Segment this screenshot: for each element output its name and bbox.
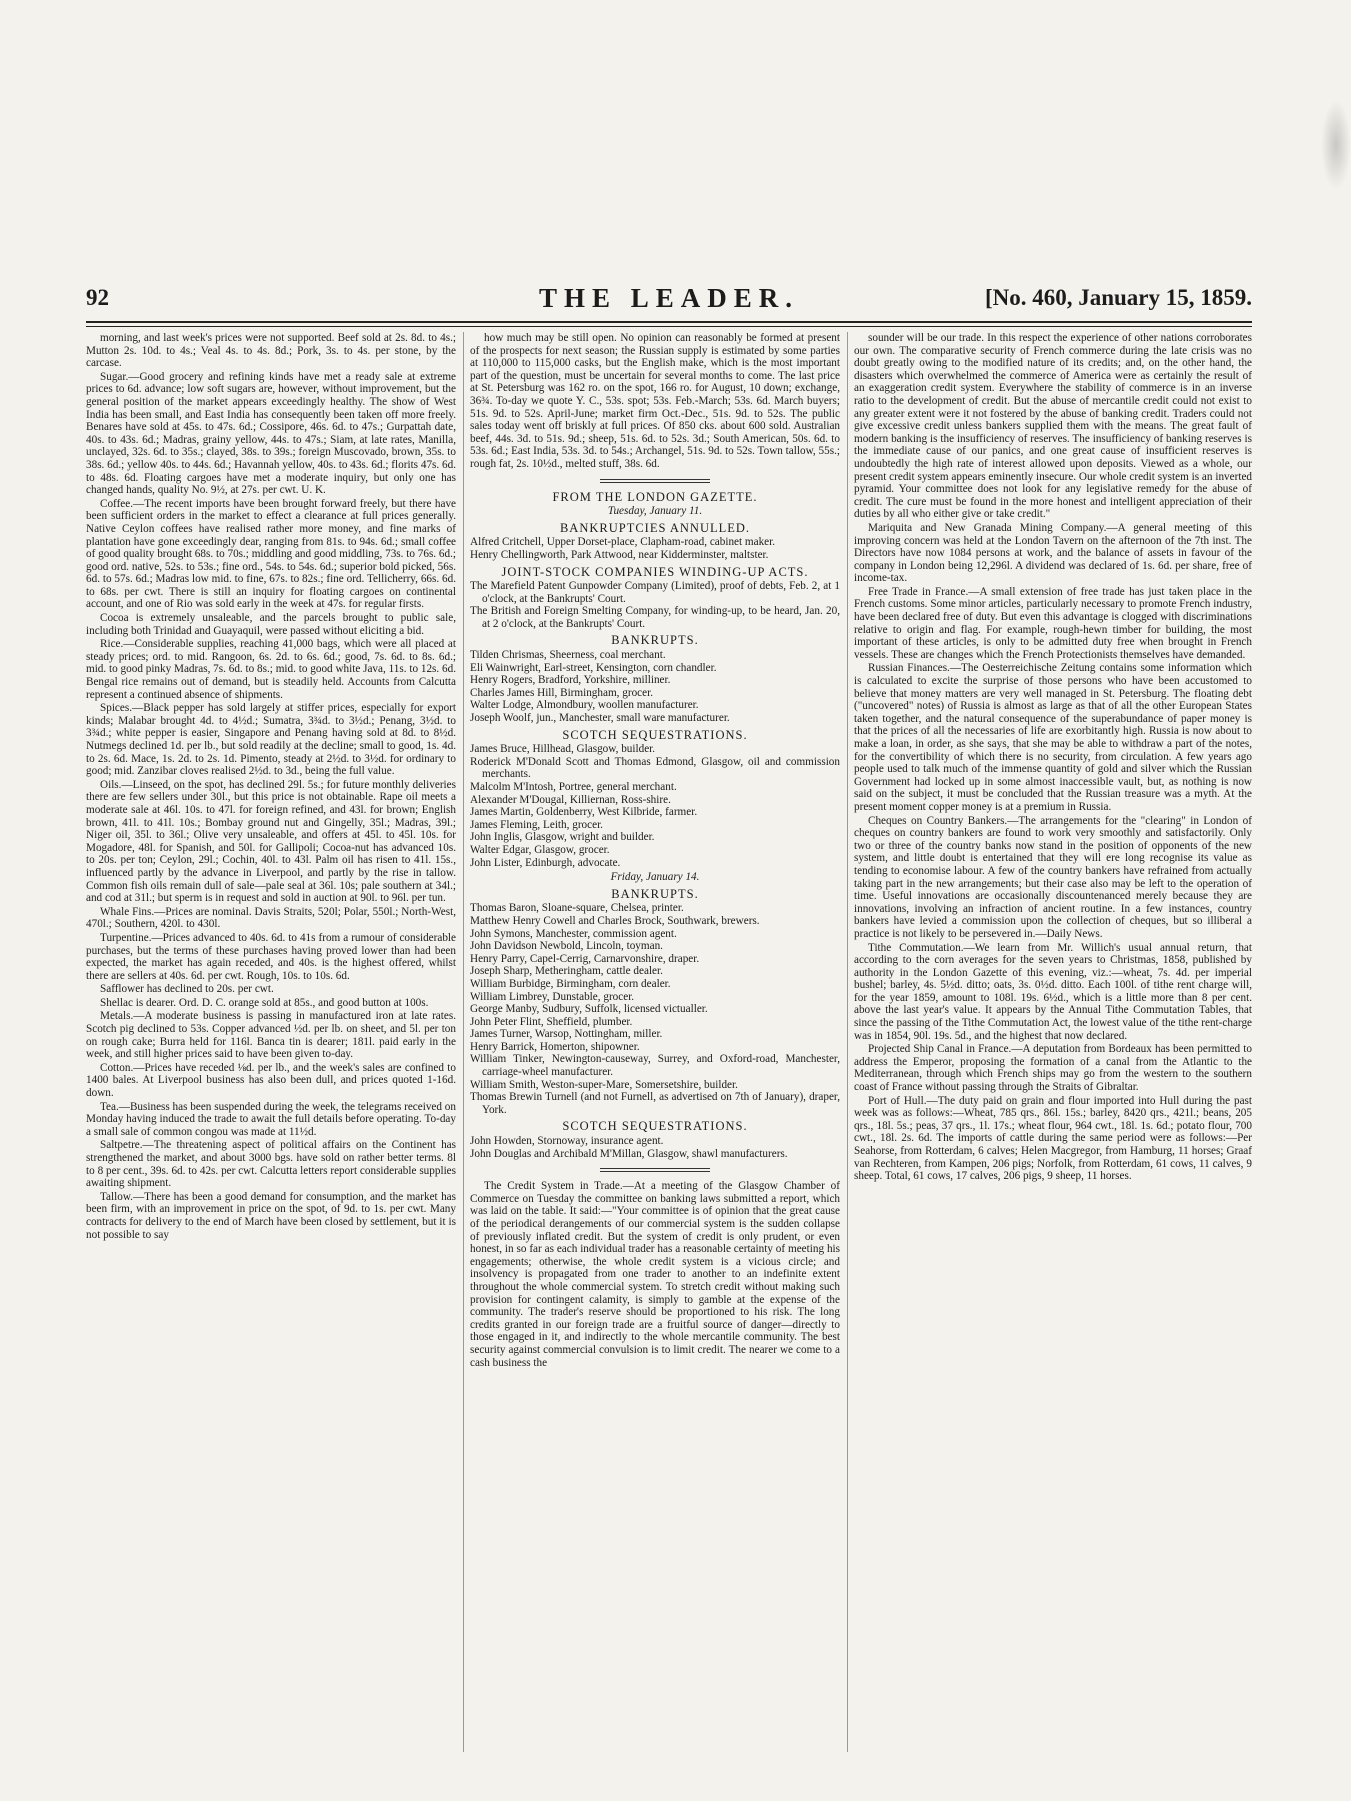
paragraph: Saltpetre.—The threatening aspect of political affairs on the Continent has strengthened the market, and about 3000 bgs. have sold on rather better terms. 8l to 8 per cent., 39s. 6d. to 42s. per cwt. Calcutta letters report considerable supplies awaiting shipment. (86, 1139, 456, 1190)
list-item: James Fleming, Leith, grocer. (470, 818, 603, 831)
newspaper-page (86, 0, 1252, 1801)
paragraph: Russian Finances.—The Oesterreichische Zeitung contains some information which is calculated to excite the surprise of those persons who have been accustomed to believe that money matters are very well managed in St. Petersburg. The floating debt ("uncovered" notes) of Russia is almost as large as that of all the other European States taken together, and the natural consequence of the superabundance of paper money is that the prices of all the necessaries of life are exorbitantly high. Russia is now about to make a loan, in order, as she says, that she may be able to withdraw a part of the notes, for the convertibility of which there is no security, from circulation. A few years ago people used to talk much of the immense quantity of gold and silver which the Russian Government had locked up in some almost inaccessible vault, but, as nothing is now said on the subject, it must be concluded that the Russian treasure was a myth. At the present moment copper money is at a premium in Russia. (854, 662, 1252, 813)
section-separator (600, 1168, 710, 1172)
paragraph: The Credit System in Trade.—At a meeting of the Glasgow Chamber of Commerce on Tuesday the committee on banking laws submitted a report, which was laid on the table. It said:—"Your committee is of opinion that the great cause of the periodical derangements of our commercial system is the sudden collapse of previously inflated credit. But the system of credit is only prudent, or even honest, in so far as each individual trader has a reasonable certainty of meeting his engagements; otherwise, the whole credit system is a vicious circle; and insolvency is propagated from one trader to another to an indefinite extent throughout the whole commercial system. To stretch credit without making such provision for contingent calamity, is simply to gamble at the expense of the community. The trader's reserve should be proportioned to his risk. The long credits granted in our foreign trade are a fruitful source of danger—directly to those engaged in it, and indirectly to the whole mercantile community. The best security against commercial convulsion is to limit credit. The nearer we come to a cash business the (470, 1180, 840, 1369)
list-item: Thomas Brewin Turnell (and not Furnell, as advertised on 7th of January), draper, York. (470, 1091, 840, 1116)
list-item: Alfred Critchell, Upper Dorset-place, Clapham-road, cabinet maker. (470, 536, 776, 549)
list-item: George Manby, Sudbury, Suffolk, licensed victualler. (470, 1003, 708, 1016)
section-heading: JOINT-STOCK COMPANIES WINDING-UP ACTS. (501, 564, 809, 579)
column-2 (470, 332, 840, 1752)
list-item: James Martin, Goldenberry, West Kilbride, farmer. (470, 806, 698, 819)
paragraph: Tithe Commutation.—We learn from Mr. Willich's usual annual return, that according to the corn averages for the seven years to Christmas, 1858, published by authority in the London Gazette of this evening, viz.:—wheat, 7s. 4d. per imperial bushel; barley, 4s. 5½d. ditto; oats, 3s. 0½d. ditto. Each 100l. of tithe rent charge will, for the year 1859, amount to 108l. 19s. 6½d., which is a little more than 8 per cent. above the last year's value. It appears by the Annual Tithe Commutation Tables, that since the passing of the Tithe Commutation Act, the lowest value of the tithe rent-charge was in 1854, 90l. 19s. 5d., and the highest that now declared. (854, 941, 1252, 1042)
paragraph: Whale Fins.—Prices are nominal. Davis Straits, 520l; Polar, 550l.; North-West, 470l.; Southern, 420l. to 430l. (86, 905, 456, 931)
column-divider (847, 332, 848, 1752)
list-item: John Inglis, Glasgow, wright and builder. (470, 831, 655, 844)
paragraph: Cheques on Country Bankers.—The arrangements for the "clearing" in London of cheques on country bankers are found to work very smoothly and satisfactorily. Only two or three of the country banks now stand in the position of opponents of the new system, and little doubt is entertained that they will ere long recognise its value as tending to economise labour. A few of the country bankers have refrained from actually taking part in the new arrangements; but their case also may be left to the operation of time. Useful innovations are occasionally discountenanced merely because they are innovations, involving an infraction of ancient routine. In a few instances, country bankers have levied a commission upon the collection of cheques, but so illiberal a practice is not likely to be persevered in.—Daily News. (854, 814, 1252, 940)
list-item: Alexander M'Dougal, Killiernan, Ross-shire. (470, 793, 671, 806)
section-heading: BANKRUPTS. (611, 886, 699, 901)
list-item: Henry Chellingworth, Park Attwood, near Kidderminster, maltster. (470, 548, 769, 561)
list-item: John Symons, Manchester, commission agent. (470, 927, 677, 940)
paragraph: Spices.—Black pepper has sold largely at stiffer prices, especially for export kinds; Malabar brought 4d. to 4½d.; Sumatra, 3¾d. to 3½d.; Penang, 3½d. to 3¾d.; white pepper is easier, Singapore and Penang having sold at 8d. to 8½d. Nutmegs declined 1d. per lb., but sold readily at the decline; small to good, 1s. 4d. to 2s. 6d. Mace, 1s. 2d. to 2s. 1d. Pimento, steady at 2½d. to 3½d. for ordinary to good; mid. Zanzibar cloves realised 2½d. to 3d., being the full value. (86, 702, 456, 778)
list-item: Matthew Henry Cowell and Charles Brock, Southwark, brewers. (470, 914, 760, 927)
list-item: William Smith, Weston-super-Mare, Somersetshire, builder. (470, 1078, 738, 1091)
paragraph: Turpentine.—Prices advanced to 40s. 6d. to 41s from a rumour of considerable purchases, but the terms of these purchases having proved lower than had been expected, the market has again receded, and 40s. is the highest offered, whilst there are sellers at 40s. 6d. per cwt. Rough, 10s. to 10s. 6d. (86, 931, 456, 982)
list-item: James Bruce, Hillhead, Glasgow, builder. (470, 743, 656, 756)
column-3 (854, 332, 1252, 1752)
list-item: James Turner, Warsop, Nottingham, miller. (470, 1028, 663, 1041)
section-heading: SCOTCH SEQUESTRATIONS. (562, 1119, 748, 1134)
paragraph: Tea.—Business has been suspended during the week, the telegrams received on Monday having induced the trade to await the full details before operating. To-day a small sale of common congou was made at 11½d. (86, 1100, 456, 1138)
column-divider (463, 332, 464, 1752)
list-item: John Peter Flint, Sheffield, plumber. (470, 1015, 633, 1028)
list-item: Tilden Chrismas, Sheerness, coal merchant. (470, 649, 666, 662)
list-item: John Douglas and Archibald M'Millan, Glasgow, shawl manufacturers. (470, 1147, 788, 1160)
masthead (86, 285, 1252, 319)
masthead-rule (86, 321, 1252, 323)
paragraph: Tallow.—There has been a good demand for consumption, and the market has been firm, with an improvement in price on the spot, of 9d. to 1s. per cwt. Many contracts for delivery to the end of March have been closed by settlement, but it is not possible to say (86, 1190, 456, 1241)
list-item: Thomas Baron, Sloane-square, Chelsea, printer. (470, 902, 684, 915)
list-item: William Burbidge, Birmingham, corn dealer. (470, 977, 671, 990)
list-item: Roderick M'Donald Scott and Thomas Edmond, Glasgow, oil and commission merchants. (470, 755, 840, 781)
section-heading: SCOTCH SEQUESTRATIONS. (562, 727, 748, 742)
list-item: Henry Parry, Capel-Cerrig, Carnarvonshire, draper. (470, 952, 700, 965)
list-item: Joseph Woolf, jun., Manchester, small ware manufacturer. (470, 712, 730, 725)
list-item: The Marefield Patent Gunpowder Company (Limited), proof of debts, Feb. 2, at 1 o'clock, at the Bankrupts' Court. (470, 580, 840, 605)
gazette-heading: FROM THE LONDON GAZETTE. (552, 489, 758, 504)
list-item: Joseph Sharp, Metheringham, cattle dealer. (470, 965, 663, 978)
list-item: Charles James Hill, Birmingham, grocer. (470, 686, 654, 699)
section-heading: BANKRUPTS. (611, 633, 699, 648)
list-item: William Tinker, Newington-causeway, Surrey, and Oxford-road, Manchester, carriage-wheel manufacturer. (470, 1053, 840, 1079)
paragraph: Coffee.—The recent imports have been brought forward freely, but there have been sufficient orders in the market to effect a clearance at full prices generally. Native Ceylon coffees have realised rather more money, and fine marks of plantation have gone exceedingly dear, ranging from 81s. to 94s. 6d.; small coffee of good quality brought 68s. to 70s.; middling and good middling, 73s. to 76s. 6d.; good ord. native, 52s. to 53s.; fine ord., 54s. to 54s. 6d.; superior bold picked, 56s. 6d. to 57s. 6d.; Madras low mid. to fine, 67s. to 82s.; fine ord. Tellicherry, 66s. 6d. to 68s. per cwt. There is still an inquiry for floating cargoes on continental account, and one of Rio was sold early in the week at 47s. for regular firsts. (86, 497, 456, 611)
paragraph: morning, and last week's prices were not supported. Beef sold at 2s. 8d. to 4s.; Mutton 2s. 10d. to 4s.; Veal 4s. to 4s. 8d.; Pork, 3s. to 4s. per stone, by the carcase. (86, 332, 456, 370)
list-item: Eli Wainwright, Earl-street, Kensington, corn chandler. (470, 661, 717, 674)
paragraph: Metals.—A moderate business is passing in manufactured iron at late rates. Scotch pig declined to 53s. Copper advanced ½d. per lb. on sheet, and 5l. per ton on rough cake; Burra held for 116l. Banca tin is dearer; 181l. paid early in the week, and still higher prices said to have been given to-day. (86, 1010, 456, 1061)
paragraph: Sugar.—Good grocery and refining kinds have met a ready sale at extreme prices to 6d. advance; low soft sugars are, however, without improvement, but the general position of the market appears exceedingly healthy. The show of West India has been small, and East India has consequently been taken off more freely. Benares have sold at 45s. to 47s. 6d.; Cossipore, 46s. 6d. to 47s.; Gurpattah date, 40s. to 43s. 6d.; Madras, grainy yellow, 44s. to 47s.; Siam, at late rates, Manilla, unclayed, 32s. 6d. to 35s.; clayed, 38s. to 39s.; foreign Muscovado, brown, 35s. to 38s. 6d.; yellow 40s. to 44s. 6d.; Havannah yellow, 40s. to 43s. 6d.; florits 47s. 6d. to 48s. 6d. Floating cargoes have met a moderate inquiry, but only one has changed hands, quality No. 9½, at 27s. per cwt. U. K. (86, 370, 456, 497)
paragraph: Rice.—Considerable supplies, reaching 41,000 bags, which were all placed at steady prices; ord. to mid. Rangoon, 6s. 2d. to 6s. 6d.; good, 7s. 6d. to 8s. 6d.; mid. to good pinky Madras, 7s. 6d. to 8s.; mid. to good white Java, 11s. to 12s. 6d. Bengal rice remains out of demand, but is steadily held. Accounts from Calcutta represent a continued absence of shipments. (86, 638, 456, 701)
paragraph: Projected Ship Canal in France.—A deputation from Bordeaux has been permitted to address the Emperor, proposing the formation of a canal from the Atlantic to the Mediterranean, through which French ships may go from the western to the southern coast of France without passing through the Straits of Gibraltar. (854, 1043, 1252, 1094)
paragraph: sounder will be our trade. In this respect the experience of other nations corroborates our own. The comparative security of French commerce during the late crisis was no doubt greatly owing to the modified nature of its credits; and, on the other hand, the disasters which overwhelmed the commerce of America were as certainly the result of an exaggeration credit system. Everywhere the stability of commerce is in an inverse ratio to the development of credit. But the abuse of mercantile credit could not exist to any greater extent were it not fostered by the abuse of banking credit. Traders could not give excessive credit unless bankers supplied them with the means. The great fault of modern banking is the insufficiency of reserves. The insufficiency of banking reserves is the immediate cause of our panics, and one great cause of insufficient reserves is undoubtedly the high rate of interest allowed upon deposits. Viewed as a whole, our present credit system appears eminently insecure. Our whole credit system is an inverted pyramid. Your committee does not look for any legislative remedy for the abuse of credit. The cure must be found in the more honest and intelligent appreciation of their duties by all who either give or take credit." (854, 332, 1252, 521)
paragraph: Shellac is dearer. Ord. D. C. orange sold at 85s., and good button at 100s. (100, 996, 429, 1009)
list-item: William Limbrey, Dunstable, grocer. (470, 990, 635, 1003)
paragraph: Port of Hull.—The duty paid on grain and flour imported into Hull during the past week was as follows:—Wheat, 785 qrs., 86l. 15s.; barley, 8420 qrs., 421l.; beans, 205 qrs., 18l. 5s.; peas, 37 qrs., 1l. 17s.; wheat flour, 964 cwt., 18l. 1s. 6d.; potato flour, 700 cwt., 18l. 2s. 6d. The imports of cattle during the same period were as follows:—Per Seahorse, from Rotterdam, 6 calves; Helen Macgregor, from Hamburg, 11 horses; Graaf van Rechteren, from Kampen, 206 pigs; Norfolk, from Rotterdam, 61 cows, 11 calves, 9 sheep. Total, 61 cows, 17 calves, 206 pigs, 9 sheep, 11 horses. (854, 1094, 1252, 1183)
list-item: John Davidson Newbold, Lincoln, toyman. (470, 940, 663, 953)
gazette-date: Friday, January 14. (610, 871, 700, 884)
list-item: Walter Edgar, Glasgow, grocer. (470, 843, 610, 856)
paragraph: Cocoa is extremely unsaleable, and the parcels brought to public sale, including both Trinidad and Guayaquil, were passed without eliciting a bid. (86, 612, 456, 637)
list-item: Henry Barrick, Homerton, shipowner. (470, 1040, 640, 1053)
issue-line: [No. 460, January 15, 1859. (984, 285, 1252, 310)
scan-smudge (1321, 100, 1351, 190)
paragraph: Free Trade in France.—A small extension of free trade has just taken place in the French customs. Some minor articles, particularly necessary to promote French industry, have been declared free of duty. But even this advantage is clogged with discriminations relative to origin and flag. For example, rough-hewn timber for building, the most important of these articles, is only to be admitted duty free when brought in French vessels. These are changes which the French Protectionists themselves have demanded. (854, 585, 1252, 661)
list-item: John Lister, Edinburgh, advocate. (470, 856, 621, 869)
list-item: John Howden, Stornoway, insurance agent. (470, 1135, 664, 1148)
list-item: The British and Foreign Smelting Company, for winding-up, to be heard, Jan. 20, at 2 o'clock, at the Bankrupts' Court. (470, 605, 840, 630)
newspaper-title: THE LEADER. (538, 283, 800, 313)
masthead-rule-thin (86, 326, 1252, 327)
paragraph: Cotton.—Prices have receded ⅛d. per lb., and the week's sales are confined to 1400 bales. At Liverpool business has also been dull, and prices quoted 1-16d. down. (86, 1061, 456, 1100)
paragraph: how much may be still open. No opinion can reasonably be formed at present of the prospects for next season; the Russian supply is estimated by some parties at 110,000 to 115,000 casks, but the English make, which is the most important part of the question, must be uncertain for several months to come. The last price at St. Petersburg was 162 ro. on the spot, 166 ro. for August, 10 down; exchange, 36¾. To-day we quote Y. C., 53s. spot; 53s. Feb.-March; 53s. 6d. March buyers; 51s. 9d. to 52s. April-June; market firm Oct.-Dec., 51s. 9d. to 52s. The public sales today went off briskly at full prices. Of 850 cks. about 600 sold. Australian beef, 44s. 3d. to 51s. 9d.; sheep, 51s. 6d. to 52s. 3d.; South American, 50s. 6d. to 53s. 6d.; East India, 53s. 3d. to 54s.; Archangel, 51s. 9d. to 52s. Town tallow, 55s.; rough fat, 2s. 10½d., melted stuff, 38s. 6d. (470, 332, 840, 470)
paragraph: Safflower has declined to 20s. per cwt. (100, 983, 274, 996)
gazette-date: Tuesday, January 11. (607, 505, 703, 518)
list-item: Malcolm M'Intosh, Portree, general merchant. (470, 781, 677, 793)
paragraph: Mariquita and New Granada Mining Company.—A general meeting of this improving concern was held at the London Tavern on the afternoon of the 7th inst. The Directors have now 1084 persons at work, and the balance of assets in favour of the company in London being 12,296l. A dividend was declared of 1s. 6d. per share, free of income-tax. (854, 521, 1252, 585)
section-heading: BANKRUPTCIES ANNULLED. (559, 520, 751, 535)
list-item: Henry Rogers, Bradford, Yorkshire, milliner. (470, 674, 671, 687)
list-item: Walter Lodge, Almondbury, woollen manufacturer. (470, 699, 699, 712)
page-number: 92 (86, 285, 109, 310)
column-1 (86, 332, 456, 1752)
section-separator (600, 479, 710, 483)
paragraph: Oils.—Linseed, on the spot, has declined 29l. 5s.; for future monthly deliveries there are few sellers under 30l., but this price is not obtainable. Rape oil meets a moderate sale at 46l. 10s. to 47l. for foreign refined, and 43l. for brown; English brown, 41l. to 41l. 10s.; Bombay ground nut and Gingelly, 35l.; Madras, 39l.; Niger oil, 35l. to 36l.; Olive very unsaleable, and offers at 45l. to 45l. 10s. for Mogadore, 48l. for Spanish, and 50l. for Gallipoli; Cocoa-nut has advanced 10s. to 20s. per ton; Ceylon, 29l.; Cochin, 40l. to 43l. Palm oil has risen to 41l. 15s., influenced partly by the advance in Liverpool, and partly by the rise in tallow. Common fish oils remain dull of sale—pale seal at 36l. 10s; pale southern at 34l.; and cod at 31l.; but sperm is in request and sold in auction at 90l. to 96l. per tun. (86, 778, 456, 905)
